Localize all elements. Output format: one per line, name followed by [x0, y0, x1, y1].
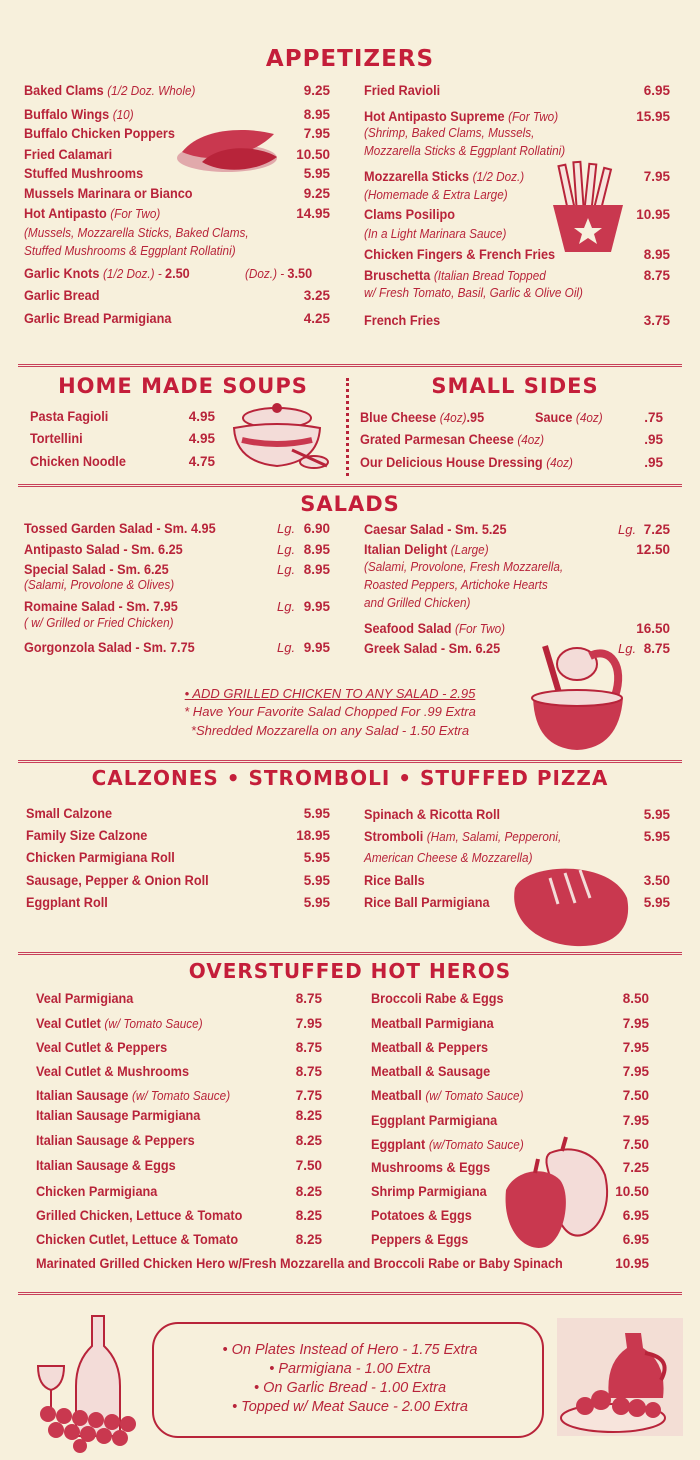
price: 8.75	[295, 1064, 322, 1079]
price: 10.50	[615, 1184, 649, 1199]
menu-item: French Fries	[364, 313, 441, 328]
item-note: Stuffed Mushrooms & Eggplant Rollatini)	[24, 244, 236, 258]
menu-item: Special Salad - Sm. 6.25	[24, 562, 169, 577]
menu-item: Sauce (4oz)	[535, 410, 603, 425]
soups-heading: HOME MADE SOUPS	[58, 374, 308, 398]
menu-item: Chicken Fingers & French Fries	[364, 247, 556, 262]
salad-bowl-illustration	[515, 626, 635, 756]
item-note: ( w/ Grilled or Fried Chicken)	[24, 616, 174, 630]
price: 5.95	[643, 895, 670, 910]
item-note: (Homemade & Extra Large)	[364, 188, 508, 202]
menu-item: Grilled Chicken, Lettuce & Tomato	[36, 1208, 243, 1223]
menu-item: Antipasto Salad - Sm. 6.25	[24, 542, 183, 557]
menu-item: Meatball & Peppers	[371, 1040, 489, 1055]
price: 15.95	[636, 109, 670, 124]
price: 3.25	[303, 288, 330, 303]
menu-item: Our Delicious House Dressing (4oz)	[360, 455, 573, 470]
menu-item: Romaine Salad - Sm. 7.95	[24, 599, 178, 614]
price: 7.95	[643, 169, 670, 184]
lg-label: Lg.	[277, 640, 296, 655]
section-divider	[346, 378, 349, 476]
price: 10.95	[615, 1256, 649, 1271]
menu-item: Italian Sausage & Eggs	[36, 1158, 176, 1173]
price: 8.75	[295, 991, 322, 1006]
price: 7.50	[622, 1088, 649, 1103]
lg-label: Lg.	[618, 641, 637, 656]
menu-item: Spinach & Ricotta Roll	[364, 807, 501, 822]
menu-item: Sausage, Pepper & Onion Roll	[26, 873, 209, 888]
menu-item: Potatoes & Eggs	[371, 1208, 472, 1223]
price: 7.25	[622, 1160, 649, 1175]
menu-item: Meatball & Sausage	[371, 1064, 491, 1079]
menu-item: Caesar Salad - Sm. 5.25	[364, 522, 507, 537]
price: 8.25	[295, 1208, 322, 1223]
price: 9.25	[303, 186, 330, 201]
price: 16.50	[636, 621, 670, 636]
menu-item: Tortellini	[30, 431, 83, 446]
price: 8.75	[643, 268, 670, 283]
price: 4.25	[303, 311, 330, 326]
menu-item: Family Size Calzone	[26, 828, 148, 843]
menu-item: Garlic Bread	[24, 288, 100, 303]
menu-item: Veal Parmigiana	[36, 991, 134, 1006]
price: 5.95	[303, 873, 330, 888]
menu-item: Blue Cheese (4oz).95	[360, 410, 485, 425]
menu-item: Veal Cutlet & Mushrooms	[36, 1064, 190, 1079]
price: 8.25	[295, 1108, 322, 1123]
menu-item: Baked Clams (1/2 Doz. Whole)	[24, 83, 196, 98]
price: 5.95	[303, 806, 330, 821]
menu-item: Fried Ravioli	[364, 83, 441, 98]
item-note: and Grilled Chicken)	[364, 596, 471, 610]
price: 14.95	[296, 206, 330, 221]
item-note: (Mussels, Mozzarella Sticks, Baked Clams,	[24, 226, 249, 240]
price: 5.95	[303, 850, 330, 865]
menu-item: Small Calzone	[26, 806, 113, 821]
menu-item: Chicken Noodle	[30, 454, 126, 469]
menu-item: Chicken Parmigiana Roll	[26, 850, 175, 865]
lg-label: Lg.	[277, 562, 296, 577]
price: 4.95	[188, 431, 215, 446]
price: .95	[644, 455, 663, 470]
price: .75	[644, 410, 663, 425]
price: 5.95	[303, 895, 330, 910]
price: 8.95	[303, 562, 330, 577]
menu-item: Meatball (w/ Tomato Sauce)	[371, 1088, 524, 1103]
price: 8.95	[643, 247, 670, 262]
menu-item-marinated-hero: Marinated Grilled Chicken Hero w/Fresh Mozzarella and Broccoli Rabe or Baby Spinach	[36, 1256, 563, 1271]
price: 7.50	[622, 1137, 649, 1152]
salad-note: * Have Your Favorite Salad Chopped For .99 Extra	[184, 704, 476, 719]
price: 8.95	[303, 107, 330, 122]
item-note: Mozzarella Sticks & Eggplant Rollatini)	[364, 144, 566, 158]
price: 8.50	[622, 991, 649, 1006]
price: 5.95	[643, 807, 670, 822]
price: 10.95	[636, 207, 670, 222]
menu-item: Rice Balls	[364, 873, 425, 888]
menu-item: Garlic Bread Parmigiana	[24, 311, 172, 326]
lg-label: Lg.	[277, 542, 296, 557]
salads-heading: SALADS	[300, 492, 400, 516]
sides-heading: SMALL SIDES	[431, 374, 599, 398]
price: 9.95	[303, 640, 330, 655]
menu-item: Eggplant Roll	[26, 895, 108, 910]
item-note: w/ Fresh Tomato, Basil, Garlic & Olive Oil)	[364, 286, 583, 300]
item-note: American Cheese & Mozzarella)	[364, 851, 533, 865]
price: 18.95	[296, 828, 330, 843]
price: 12.50	[636, 542, 670, 557]
price: 6.95	[622, 1232, 649, 1247]
item-note: (Shrimp, Baked Clams, Mussels,	[364, 126, 535, 140]
price: 6.90	[303, 521, 330, 536]
menu-item: Clams Posilipo	[364, 207, 455, 222]
french-fries-illustration	[545, 160, 630, 255]
garlic-knots-dozen: (Doz.) - 3.50	[245, 266, 313, 281]
price: 3.75	[643, 313, 670, 328]
menu-item: Italian Sausage Parmigiana	[36, 1108, 201, 1123]
menu-item: Veal Cutlet (w/ Tomato Sauce)	[36, 1016, 203, 1031]
salad-note: • ADD GRILLED CHICKEN TO ANY SALAD - 2.95	[184, 686, 476, 701]
price: 5.95	[643, 829, 670, 844]
salad-note: *Shredded Mozzarella on any Salad - 1.50 Extra	[190, 723, 470, 738]
extras-line: • On Plates Instead of Hero - 1.75 Extra	[222, 1342, 478, 1358]
price: 7.50	[295, 1158, 322, 1173]
menu-item: Tossed Garden Salad - Sm. 4.95	[24, 521, 216, 536]
menu-item: Pasta Fagioli	[30, 409, 109, 424]
price: 7.95	[622, 1016, 649, 1031]
price: 8.25	[295, 1232, 322, 1247]
menu-item: Veal Cutlet & Peppers	[36, 1040, 168, 1055]
price: 9.95	[303, 599, 330, 614]
soup-tureen-illustration	[222, 400, 332, 480]
menu-item: Stromboli (Ham, Salami, Pepperoni,	[364, 829, 562, 844]
price: 10.50	[296, 147, 330, 162]
price: 7.95	[622, 1113, 649, 1128]
item-note: (Salami, Provolone & Olives)	[24, 578, 175, 592]
price: 6.95	[643, 83, 670, 98]
menu-item: Italian Sausage (w/ Tomato Sauce)	[36, 1088, 231, 1103]
menu-item: Peppers & Eggs	[371, 1232, 469, 1247]
menu-item: Mushrooms & Eggs	[371, 1160, 491, 1175]
menu-item: Italian Sausage & Peppers	[36, 1133, 195, 1148]
poppers-illustration	[172, 112, 282, 182]
lg-label: Lg.	[618, 522, 637, 537]
menu-item: Broccoli Rabe & Eggs	[371, 991, 504, 1006]
menu-item: Bruschetta (Italian Bread Topped	[364, 268, 546, 283]
menu-item: Shrimp Parmigiana	[371, 1184, 487, 1199]
menu-item: Eggplant Parmigiana	[371, 1113, 498, 1128]
menu-item: Mozzarella Sticks (1/2 Doz.)	[364, 169, 525, 184]
price: 5.95	[303, 166, 330, 181]
price: 7.95	[622, 1040, 649, 1055]
price: 8.75	[295, 1040, 322, 1055]
price: 9.25	[303, 83, 330, 98]
price: 7.95	[303, 126, 330, 141]
lg-label: Lg.	[277, 521, 296, 536]
fruit-jug-illustration	[555, 1318, 685, 1438]
price: 7.25	[643, 522, 670, 537]
price: 8.25	[295, 1133, 322, 1148]
lg-label: Lg.	[277, 599, 296, 614]
price: 8.25	[295, 1184, 322, 1199]
price: 6.95	[622, 1208, 649, 1223]
menu-item: Italian Delight (Large)	[364, 542, 489, 557]
extras-line: • On Garlic Bread - 1.00 Extra	[253, 1380, 447, 1396]
menu-item-garlic-knots: Garlic Knots (1/2 Doz.) - 2.50	[24, 266, 190, 281]
price: 4.75	[188, 454, 215, 469]
menu-item: Grated Parmesan Cheese (4oz)	[360, 432, 545, 447]
heros-heading: OVERSTUFFED HOT HEROS	[188, 959, 512, 983]
price: 3.50	[643, 873, 670, 888]
menu-item: Mussels Marinara or Bianco	[24, 186, 193, 201]
menu-item: Eggplant (w/Tomato Sauce)	[371, 1137, 524, 1152]
price: 7.95	[295, 1016, 322, 1031]
price: 8.95	[303, 542, 330, 557]
extras-line: • Parmigiana - 1.00 Extra	[269, 1361, 431, 1377]
menu-item: Stuffed Mushrooms	[24, 166, 144, 181]
menu-item: Hot Antipasto Supreme (For Two)	[364, 109, 559, 124]
menu-item: Hot Antipasto (For Two)	[24, 206, 161, 221]
price: 7.95	[622, 1064, 649, 1079]
menu-item: Buffalo Chicken Poppers	[24, 126, 175, 141]
price: .95	[644, 432, 663, 447]
menu-item: Greek Salad - Sm. 6.25	[364, 641, 501, 656]
appetizers-heading: APPETIZERS	[265, 46, 435, 72]
calzones-heading: CALZONES • STROMBOLI • STUFFED PIZZA	[91, 766, 609, 790]
menu-item: Buffalo Wings (10)	[24, 107, 134, 122]
price: 4.95	[188, 409, 215, 424]
menu-item: Meatball Parmigiana	[371, 1016, 494, 1031]
price: 8.75	[643, 641, 670, 656]
menu-item: Chicken Parmigiana	[36, 1184, 158, 1199]
item-note: Roasted Peppers, Artichoke Hearts	[364, 578, 548, 592]
menu-item: Fried Calamari	[24, 147, 113, 162]
menu-item: Chicken Cutlet, Lettuce & Tomato	[36, 1232, 239, 1247]
menu-item: Rice Ball Parmigiana	[364, 895, 490, 910]
menu-item: Seafood Salad (For Two)	[364, 621, 506, 636]
menu-item: Gorgonzola Salad - Sm. 7.75	[24, 640, 195, 655]
price: 7.75	[295, 1088, 322, 1103]
item-note: (Salami, Provolone, Fresh Mozzarella,	[364, 560, 564, 574]
extras-line: • Topped w/ Meat Sauce - 2.00 Extra	[232, 1399, 468, 1415]
item-note: (In a Light Marinara Sauce)	[364, 227, 507, 241]
